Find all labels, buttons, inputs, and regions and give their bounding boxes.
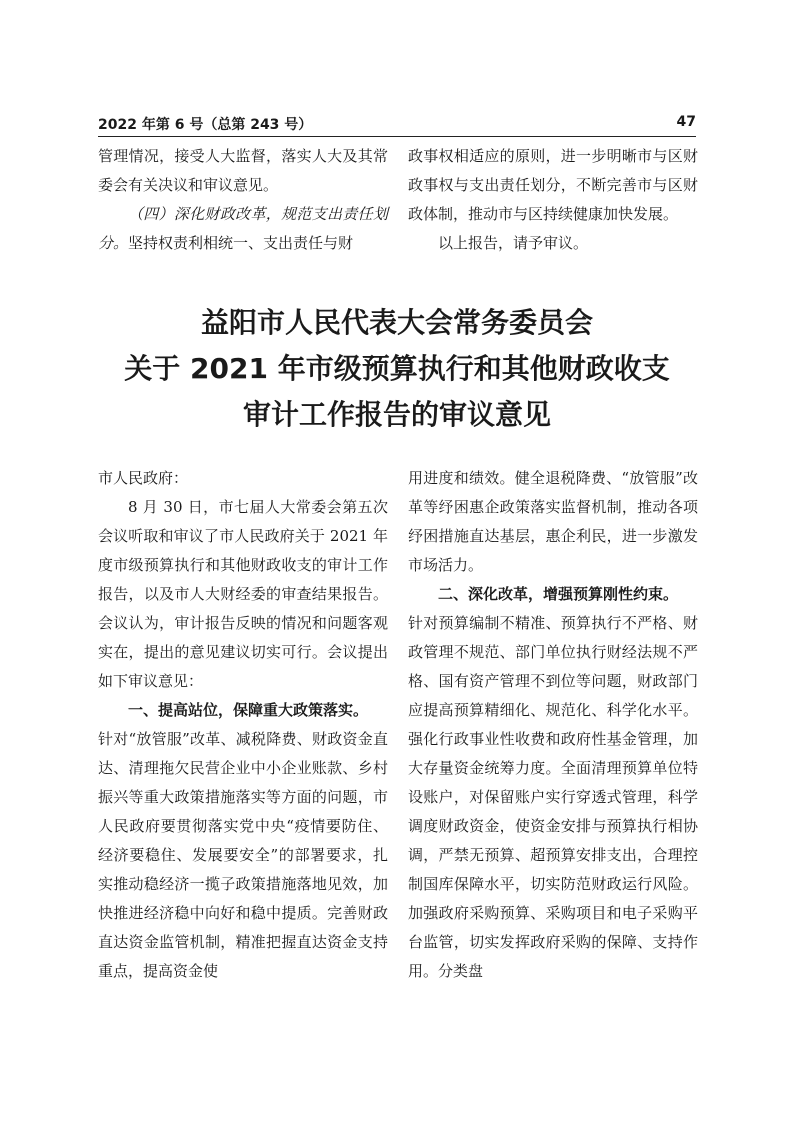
- body-right-column: [408, 464, 698, 986]
- running-header: [98, 114, 696, 137]
- title-line-3: 审计工作报告的审议意见: [242, 398, 551, 431]
- intro-paragraph: 8 月 30 日，市七届人大常委会第五次会议听取和审议了市人民政府关于 2021 年度市级预算执行和其他财政收支的审计工作报告，以及市人大财经委的审查结果报告。会议认为，审计报告反映的情况和问题客观实在，提出的意见建议切实可行。会议提出如下审议意见：: [98, 498, 388, 690]
- section-one-heading: 一、提高站位，保障重大政策落实。: [128, 701, 369, 719]
- document-title: [98, 300, 696, 438]
- title-line-2: 关于 2021 年市级预算执行和其他财政收支: [124, 352, 670, 385]
- title-line-1: 益阳市人民代表大会常务委员会: [200, 306, 593, 339]
- continued-paragraph: 管理情况，接受人大监督，落实人大及其常委会有关决议和审议意见。: [98, 147, 388, 194]
- section-one-continued: 用进度和绩效。健全退税降费、“放管服”改革等纾困惠企政策落实监督机制，推动各项纾困措施直达基层，惠企利民，进一步激发市场活力。: [408, 469, 698, 574]
- section-four-paragraph: [98, 200, 388, 258]
- salutation: 市人民政府：: [98, 469, 189, 487]
- closing-line: 以上报告，请予审议。: [438, 234, 589, 252]
- section-two-heading: 二、深化改革，增强预算刚性约束。: [438, 585, 679, 603]
- issue-number: 2022 年第 6 号（总第 243 号）: [98, 117, 313, 133]
- body-left-column: [98, 464, 388, 986]
- section-one-paragraph: 针对“放管服”改革、减税降费、财政资金直达、清理拖欠民营企业中小企业账款、乡村振兴等重大政策措施落实等方面的问题，市人民政府要贯彻落实党中央“疫情要防住、经济要稳住、发展要安全”的部署要求，扎实推动稳经济一揽子政策措施落地见效，加快推进经济稳中向好和稳中提质。完善财政直达资金监管机制，精准把握直达资金支持重点，提高资金使: [98, 730, 388, 980]
- section-four-heading: （四）深化财政改革，规范支出责任划分。: [98, 205, 388, 252]
- page-number: 47: [676, 114, 696, 130]
- top-right-column: [408, 142, 698, 258]
- section-four-text: 坚持权责利相统一、支出责任与财: [128, 234, 354, 252]
- section-two-paragraph: 针对预算编制不精准、预算执行不严格、财政管理不规范、部门单位执行财经法规不严格、国有资产管理不到位等问题，财政部门应提高预算精细化、规范化、科学化水平。强化行政事业性收费和政府性基金管理，加大存量资金统筹力度。全面清理预算单位特设账户，对保留账户实行穿透式管理，科学调度财政资金，使资金安排与预算执行相协调，严禁无预算、超预算安排支出，合理控制国库保障水平，切实防范财政运行风险。加强政府采购预算、采购项目和电子采购平台监管，切实发挥政府采购的保障、支持作用。分类盘: [408, 614, 698, 980]
- continued-paragraph-right: 政事权相适应的原则，进一步明晰市与区财政事权与支出责任划分，不断完善市与区财政体制，推动市与区持续健康加快发展。: [408, 147, 698, 223]
- top-left-column: [98, 142, 388, 258]
